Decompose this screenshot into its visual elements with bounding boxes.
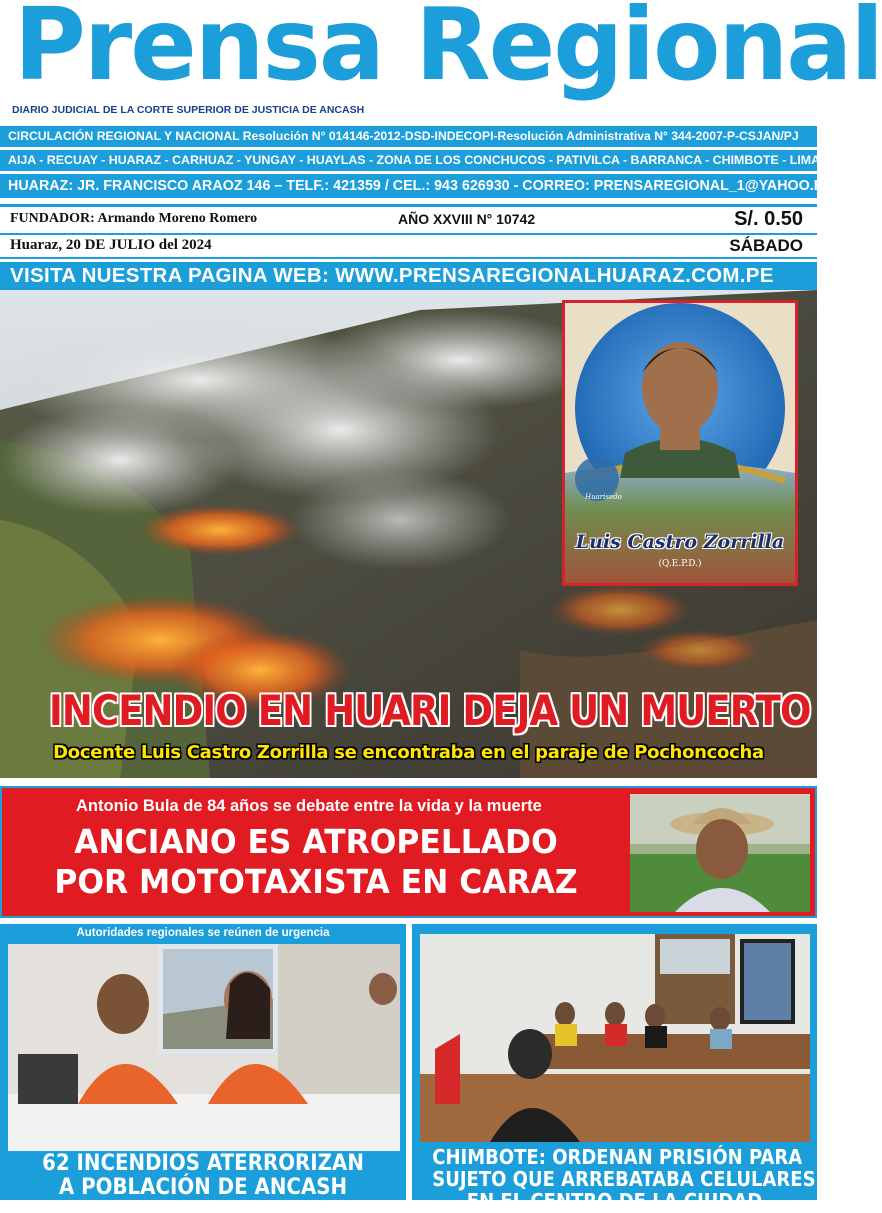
masthead xyxy=(0,0,882,122)
headline-line: A POBLACIÓN DE ANCASH xyxy=(58,1175,348,1200)
issue-date: Huaraz, 20 DE JULIO del 2024 xyxy=(10,237,212,253)
story-caraz-kicker: Antonio Bula de 84 años se debate entre la vida y la muerte xyxy=(76,797,542,815)
price: S/. 0.50 xyxy=(734,208,803,230)
circulation-bar: CIRCULACIÓN REGIONAL Y NACIONAL Resolución N° 014146-2012-DSD-INDECOPI-Resolución Administrativa N° 344-2007-P-CSJAN/PJ xyxy=(0,126,817,147)
regions-bar: AIJA - RECUAY - HUARAZ - CARHUAZ - YUNGAY - HUAYLAS - ZONA DE LOS CONCHUCOS - PATIVILCA - BARRANCA - CHIMBOTE - LIMA NORTE xyxy=(0,150,817,171)
memorial-name: Luis Castro Zorrilla xyxy=(575,531,785,553)
lead-subheadline: Docente Luis Castro Zorrilla se encontraba en el paraje de Pochoncocha xyxy=(53,742,764,763)
elderly-man-image xyxy=(630,794,810,912)
courtroom-image xyxy=(420,934,810,1142)
story-chimbote[interactable] xyxy=(412,924,817,1213)
memorial-note: (Q.E.P.D.) xyxy=(658,559,702,569)
date-row xyxy=(0,233,817,259)
story-incendios[interactable] xyxy=(0,924,406,1200)
founder-name: Armando Moreno Romero xyxy=(97,211,258,226)
story-caraz-headline[interactable] xyxy=(18,822,615,902)
newspaper-subtitle: DIARIO JUDICIAL DE LA CORTE SUPERIOR DE JUSTICIA DE ANCASH xyxy=(12,104,365,116)
founder-label: FUNDADOR: xyxy=(10,211,95,226)
website-link[interactable]: VISITA NUESTRA PAGINA WEB: WWW.PRENSAREGIONALHUARAZ.COM.PE xyxy=(0,262,817,290)
elderly-man-photo xyxy=(630,794,810,912)
meeting-image xyxy=(8,944,400,1151)
issue-day: SÁBADO xyxy=(729,236,803,255)
courtroom-photo xyxy=(420,934,810,1142)
story-incendios-kicker: Autoridades regionales se reúnen de urgencia xyxy=(76,927,330,939)
headline-line: SUJETO QUE ARREBATABA CELULARES xyxy=(432,1167,816,1191)
founder-line xyxy=(10,211,257,227)
story-chimbote-headline[interactable] xyxy=(432,1145,816,1213)
headline-line: ANCIANO ES ATROPELLADO xyxy=(74,822,558,861)
newspaper-title: Prensa Regional xyxy=(14,0,882,103)
headline-line: 62 INCENDIOS ATERRORIZAN xyxy=(42,1151,364,1176)
story-incendios-headline[interactable] xyxy=(20,1152,385,1200)
officials-meeting-photo xyxy=(8,944,400,1151)
issue-info-row xyxy=(0,204,817,230)
photo-signature: Huarisedo xyxy=(585,493,622,501)
story-caraz[interactable] xyxy=(0,786,817,918)
headline-line: CHIMBOTE: ORDENAN PRISIÓN PARA xyxy=(432,1145,803,1169)
headline-line: POR MOTOTAXISTA EN CARAZ xyxy=(54,862,578,901)
memorial-portrait xyxy=(562,300,798,586)
headline-line: EN EL CENTRO DE LA CIUDAD xyxy=(466,1189,763,1213)
contact-bar: HUARAZ: JR. FRANCISCO ARAOZ 146 – TELF.: 421359 / CEL.: 943 626930 - CORREO: PRENSAREGIONAL_1@YAHOO.ES xyxy=(0,174,817,198)
lead-headline[interactable]: INCENDIO EN HUARI DEJA UN MUERTO xyxy=(49,686,811,735)
issue-number: AÑO XXVIII N° 10742 xyxy=(398,211,536,227)
